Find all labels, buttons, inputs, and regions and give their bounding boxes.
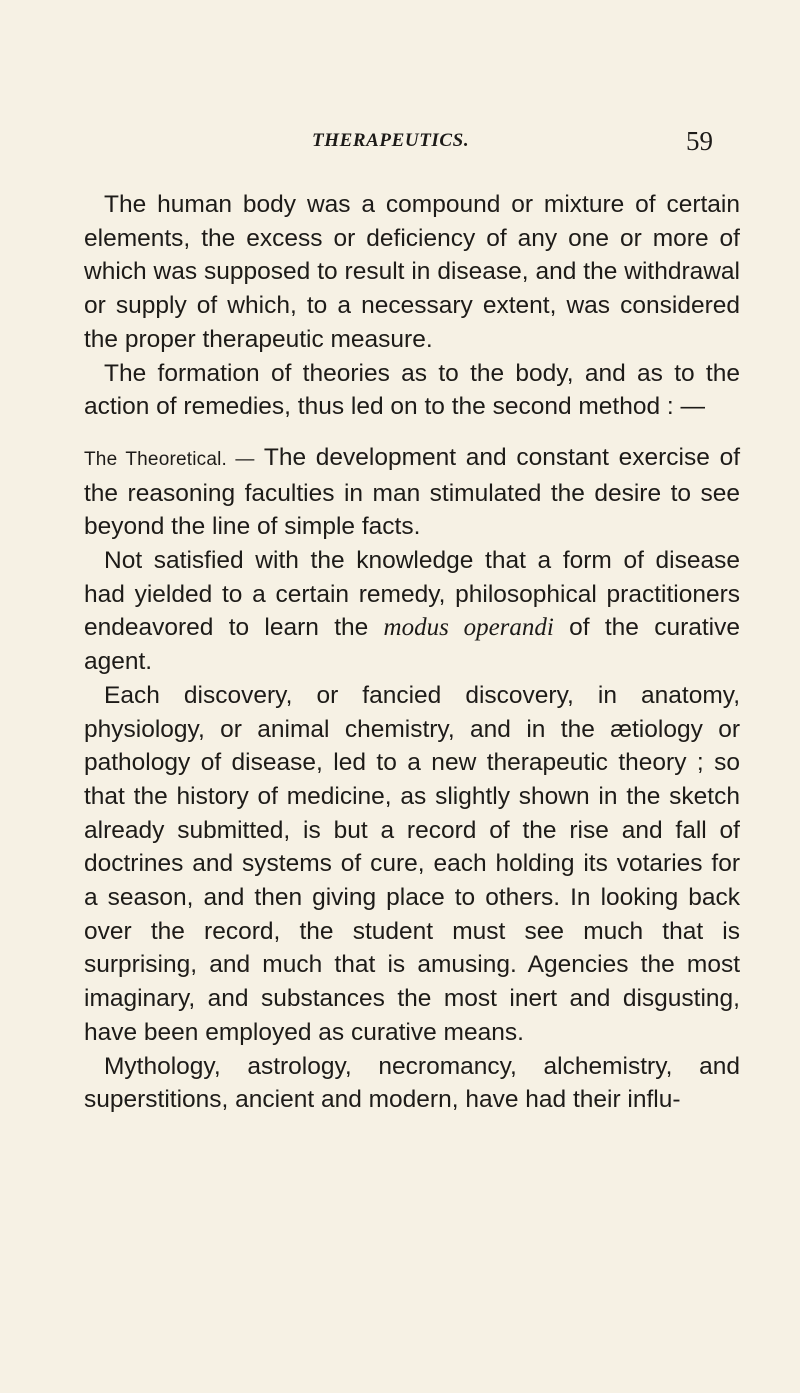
paragraph-4-text-start: Not satisfied with the knowledge that a form of disease had yielded to a certain remedy, philosophical practitioners endeavored to learn the	[84, 547, 740, 642]
paragraph-4-text-end: of the curative agent.	[84, 614, 740, 676]
paragraph-5: Each discovery, or fancied discovery, in anatomy, physiology, or animal chemistry, and in the ætiology or pathology of disease, led to a new therapeutic theory ; so that the history of medicine, as slightly shown in the sketch already submitted, is but a record of the rise and fall of doctrines and systems of cure, each holding its votaries for a season, and then giving place to others. In looking back over the record, the student must see much that is surprising, and much that is amusing. Agencies the most imaginary, and substances the most inert and disgusting, have been employed as curative means.	[84, 681, 740, 1046]
section-heading: The Theoretical. —	[84, 448, 255, 470]
body-text	[84, 188, 740, 1117]
paragraph-6: Mythology, astrology, necromancy, alchemistry, and superstitions, ancient and modern, have had their influ-	[84, 1052, 740, 1114]
paragraph-3	[84, 441, 740, 544]
paragraph-4	[84, 544, 740, 679]
paragraph-2: The formation of theories as to the body, and as to the action of remedies, thus led on to the second method : —	[84, 359, 740, 421]
italic-phrase: modus operandi	[383, 614, 554, 642]
paragraph-3-text: The development and constant exercise of the reasoning faculties in man stimulated the desire to see beyond the line of simple facts.	[84, 443, 741, 541]
page-number: 59	[686, 126, 713, 156]
paragraph-1: The human body was a compound or mixture of certain elements, the excess or deficiency of any one or more of which was supposed to result in disease, and the withdrawal or supply of which, to a necessary extent, was considered the proper therapeutic measure.	[84, 191, 740, 353]
running-head	[0, 126, 800, 170]
section-gap	[84, 424, 740, 441]
running-head-title: THERAPEUTICS.	[312, 130, 470, 151]
